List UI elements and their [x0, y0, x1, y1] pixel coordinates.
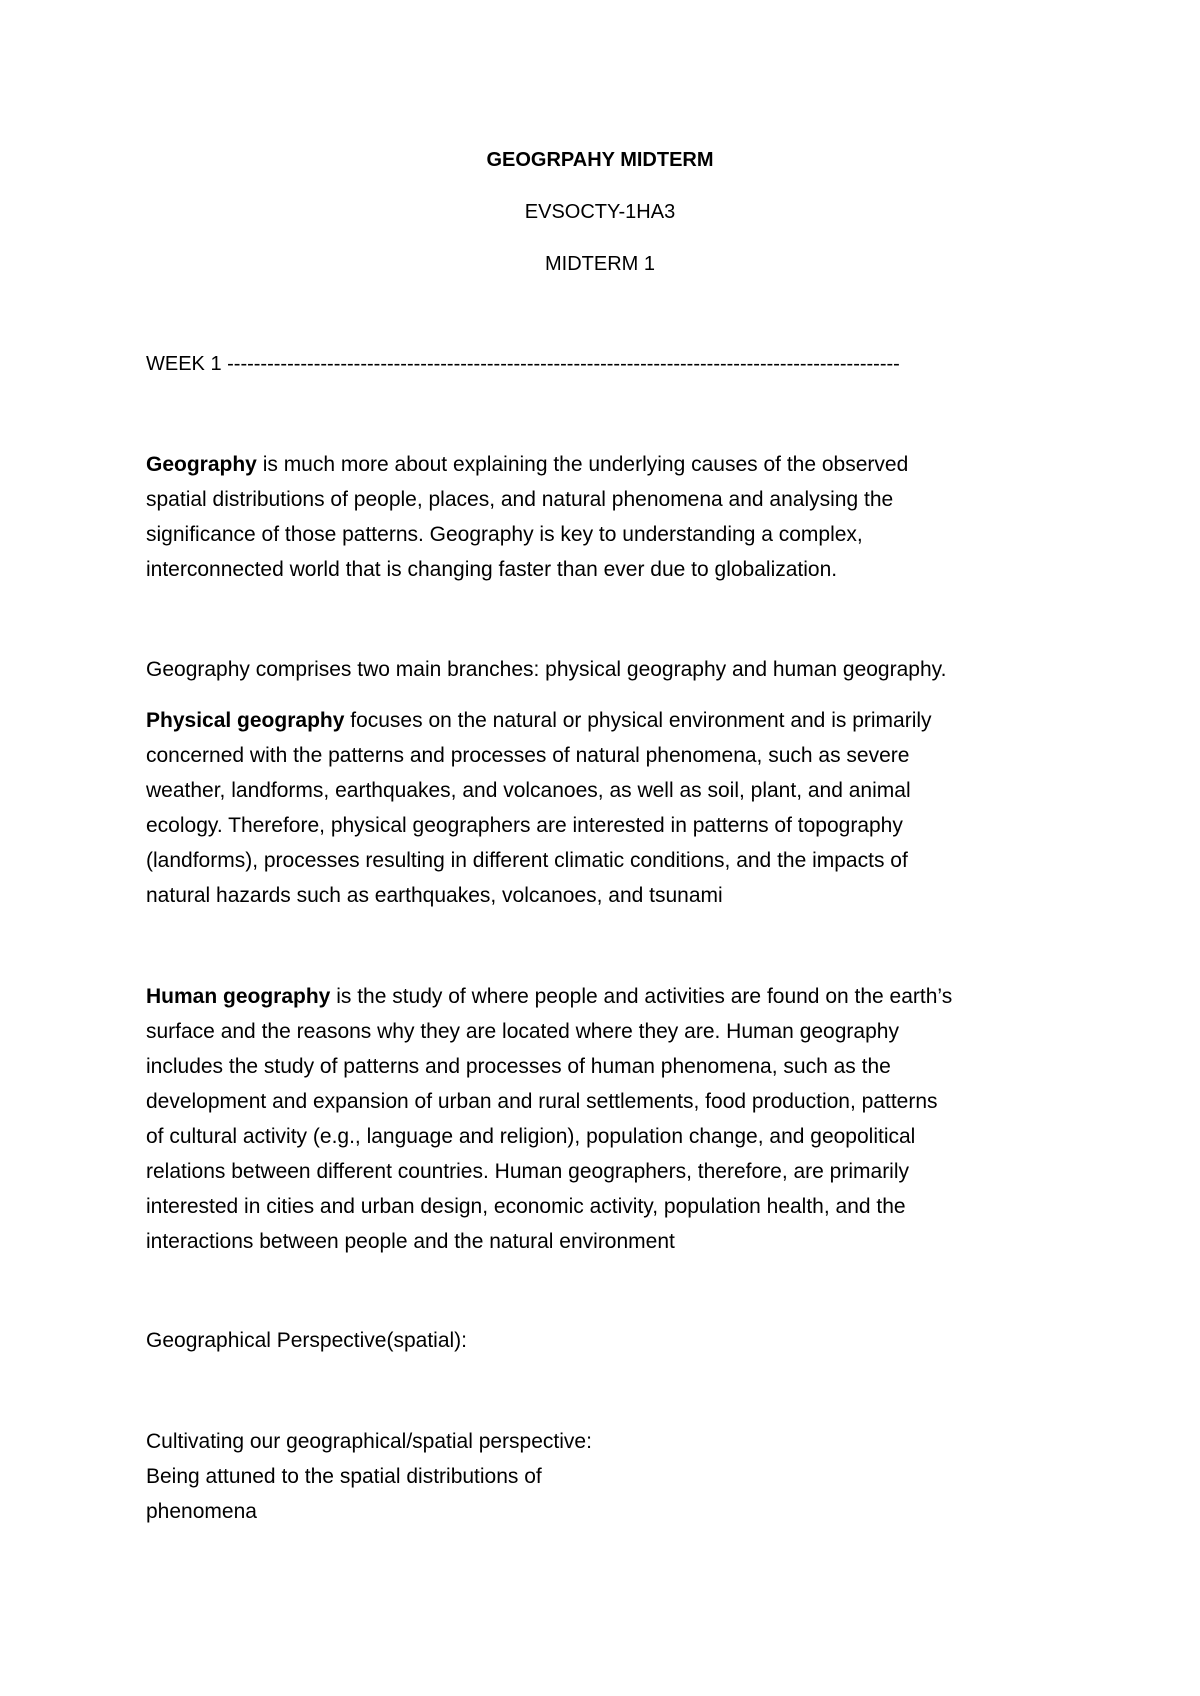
- cultivating-line-1: Cultivating our geographical/spatial perspective:: [146, 1430, 592, 1453]
- human-line-1-text: is the study of where people and activities are found on the earth’s: [330, 985, 953, 1008]
- human-paragraph-line-5: of cultural activity (e.g., language and religion), population change, and geopolitical: [146, 1125, 916, 1148]
- geography-term: Geography: [146, 453, 257, 476]
- physical-paragraph-line-6: natural hazards such as earthquakes, volcanoes, and tsunami: [146, 884, 723, 907]
- human-paragraph-line-3: includes the study of patterns and processes of human phenomena, such as the: [146, 1055, 891, 1078]
- human-paragraph-line-1: [146, 984, 952, 1010]
- physical-paragraph-line-1: [146, 708, 932, 734]
- course-code: EVSOCTY-1HA3: [524, 201, 676, 223]
- human-paragraph-line-2: surface and the reasons why they are located where they are. Human geography: [146, 1020, 899, 1043]
- human-paragraph-line-7: interested in cities and urban design, economic activity, population health, and the: [146, 1195, 906, 1218]
- physical-paragraph-line-3: weather, landforms, earthquakes, and volcanoes, as well as soil, plant, and animal: [146, 779, 911, 802]
- physical-paragraph-line-4: ecology. Therefore, physical geographers are interested in patterns of topography: [146, 814, 903, 837]
- geography-paragraph-line-2: spatial distributions of people, places, and natural phenomena and analysing the: [146, 488, 894, 511]
- human-geography-term: Human geography: [146, 985, 331, 1008]
- week-heading: WEEK 1 -----------------------------------------------------------------------------------------------------: [146, 353, 900, 375]
- branches-sentence: Geography comprises two main branches: physical geography and human geography.: [146, 658, 947, 681]
- cultivating-line-2: Being attuned to the spatial distributions of: [146, 1465, 542, 1488]
- geography-line-1-text: is much more about explaining the underlying causes of the observed: [256, 453, 909, 476]
- document-title: GEOGRPAHY MIDTERM: [486, 149, 714, 171]
- human-paragraph-line-6: relations between different countries. Human geographers, therefore, are primarily: [146, 1160, 910, 1183]
- human-paragraph-line-4: development and expansion of urban and rural settlements, food production, patterns: [146, 1090, 938, 1113]
- cultivating-line-3: phenomena: [146, 1500, 257, 1523]
- human-paragraph-line-8: interactions between people and the natural environment: [146, 1230, 675, 1253]
- physical-paragraph-line-2: concerned with the patterns and processes of natural phenomena, such as severe: [146, 744, 910, 767]
- exam-label: MIDTERM 1: [545, 253, 655, 275]
- geography-paragraph-line-4: interconnected world that is changing faster than ever due to globalization.: [146, 558, 838, 581]
- physical-geography-term: Physical geography: [146, 709, 345, 732]
- geography-paragraph-line-1: [146, 452, 908, 478]
- physical-paragraph-line-5: (landforms), processes resulting in different climatic conditions, and the impacts of: [146, 849, 908, 872]
- physical-line-1-text: focuses on the natural or physical environment and is primarily: [344, 709, 932, 732]
- geography-paragraph-line-3: significance of those patterns. Geography is key to understanding a complex,: [146, 523, 863, 546]
- perspective-heading: Geographical Perspective(spatial):: [146, 1329, 467, 1352]
